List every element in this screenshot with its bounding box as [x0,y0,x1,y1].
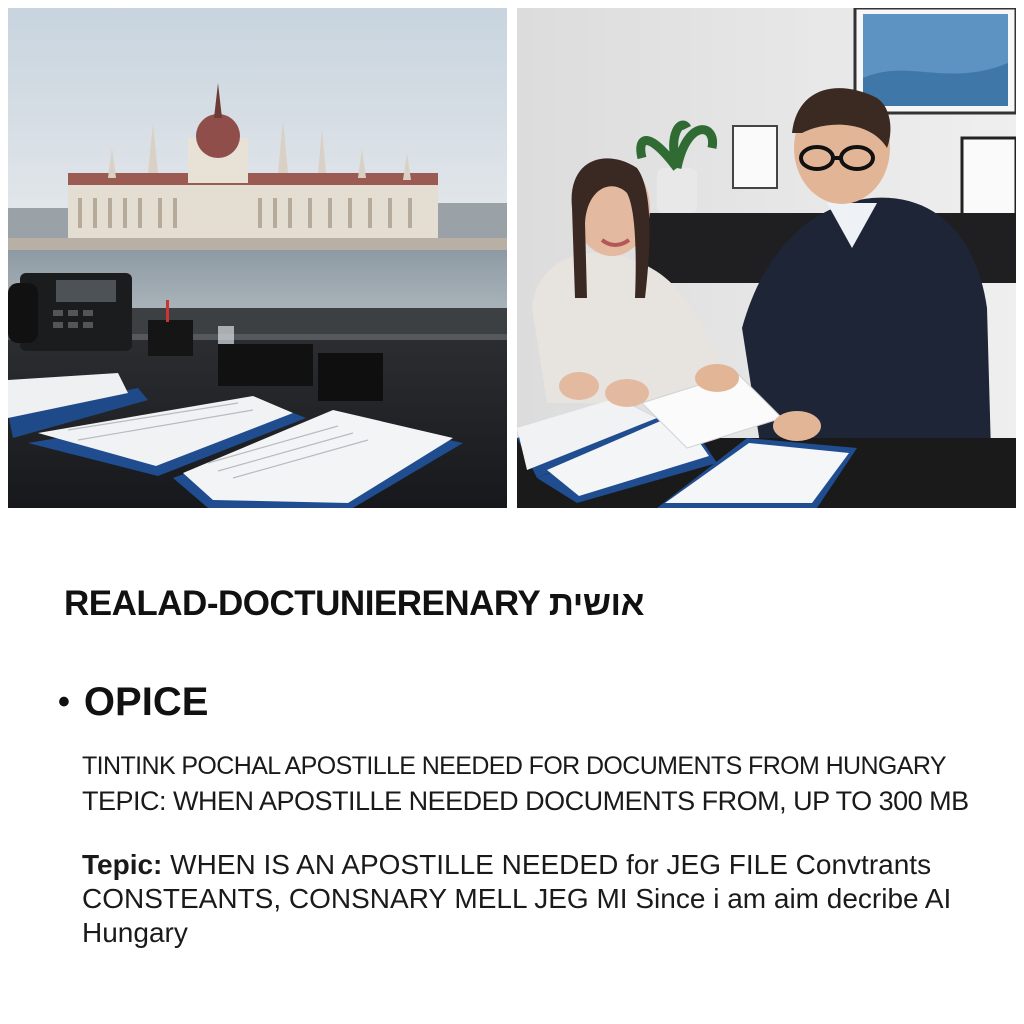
section-title: OPICE [83,680,209,724]
section-bullet [58,680,208,725]
topic-line-2: CONSTEANTS, CONSNARY MELL JEG MI Since i am aim decribe AI [82,883,952,914]
topic-line-1: WHEN IS AN APOSTILLE NEEDED for JEG FILE Convtrants [162,849,932,880]
topic-paragraph [82,848,992,950]
bullet-dot-icon: • [58,683,70,721]
parliament-office-photo [8,8,507,508]
page-heading: REALAD-DOCTUNIERENARY אושית [64,584,644,623]
body-line-1: TINTINK POCHAL APOSTILLE NEEDED FOR DOCUMENTS FROM HUNGARY [82,752,946,780]
topic-label: Tepic: [82,849,163,880]
body-line-2: TEPIC: WHEN APOSTILLE NEEDED DOCUMENTS FROM, UP TO 300 MB [82,786,969,816]
parliament-office-illustration [8,8,507,508]
topic-line-3: Hungary [82,917,188,948]
consultation-illustration [517,8,1016,508]
consultation-photo [517,8,1016,508]
